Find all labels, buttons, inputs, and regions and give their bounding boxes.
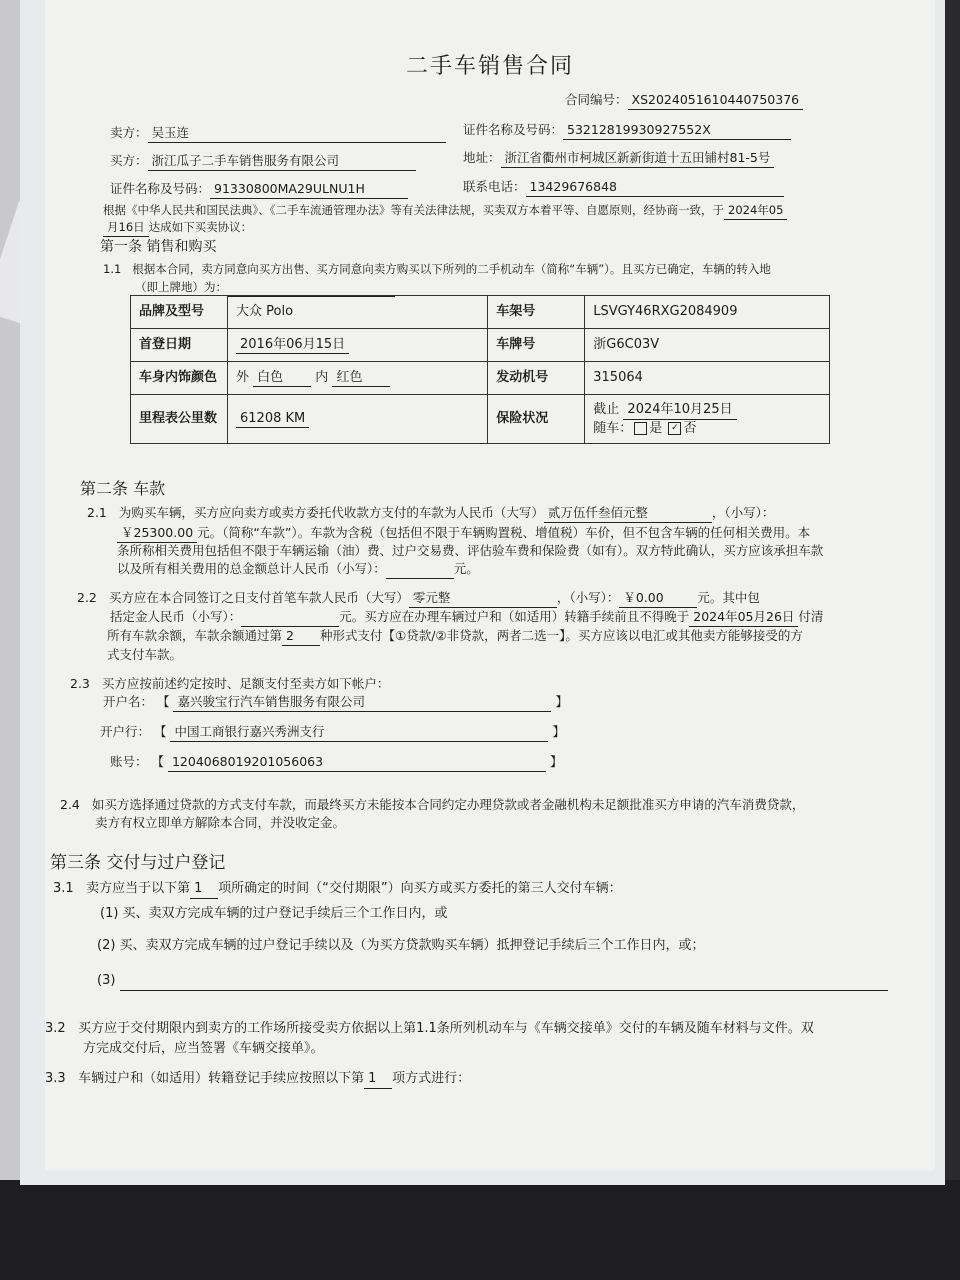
checkbox-no: ✓: [668, 422, 681, 435]
preamble: 根据《中华人民共和国民法典》、《二手车流通管理办法》等有关法律法规，买卖双方本着平等、自愿原则，经协商一致，于 2024年05: [103, 203, 787, 220]
option-2: (2) 买、卖双方完成车辆的过户登记手续以及（为买方贷款购买车辆）抵押登记手续后三个工作日内，或；: [97, 938, 705, 953]
buyer-phone-row: 联系电话： 13429676848: [463, 179, 784, 197]
insurance-value: 截止 2024年10月25日 随车： 是 ✓ 否: [585, 395, 830, 444]
clause-2-1-line4: 以及所有相关费用的总金额总计人民币（小写）： 元。: [117, 561, 479, 579]
seller-row: 卖方： 吴玉连: [110, 125, 446, 143]
contract-page: [45, 0, 935, 1170]
vin-value: LSVGY46RXG2084909: [585, 296, 830, 329]
contract-title: 二手车销售合同: [405, 54, 574, 79]
preamble-line2: 月16日 达成如下买卖协议：: [103, 220, 252, 237]
buyer-address-row: 地址： 浙江省衢州市柯城区新新街道十五田铺村81-5号: [463, 150, 774, 168]
clause-2-3: 2.3 买方应按前述约定按时、足额支付至卖方如下帐户：: [70, 676, 390, 691]
bank-account-row: 账号： 【 1204068019201056063 】: [110, 754, 562, 772]
reg-date-label: 首登日期: [131, 329, 228, 362]
option-3: (3): [97, 972, 888, 991]
engine-value: 315064: [585, 362, 830, 395]
insurance-label: 保险状况: [488, 395, 585, 444]
clause-2-1-line3: 条所称相关费用包括但不限于车辆运输（油）费、过户交易费、评估验车费和保险费（如有）。双方特此确认，买方应该承担车款: [117, 543, 824, 558]
bank-holder-row: 开户名： 【 嘉兴骏宝行汽车销售服务有限公司 】: [103, 694, 568, 712]
clause-3-2-line2: 方完成交付后，应当签署《车辆交接单》。: [83, 1041, 324, 1056]
clause-2-4: 2.4 如买方选择通过贷款的方式支付车款，而最终买方未能按本合同约定办理贷款或者金融机构未足额批准买方申请的汽车消费贷款，: [60, 797, 805, 812]
color-value: 外 白色 内 红色: [228, 362, 488, 395]
clause-1-1: 1.1 根据本合同，卖方同意向买方出售、买方同意向卖方购买以下所列的二手机动车（简称“车辆”）。且买方已确定，车辆的转入地: [103, 262, 771, 276]
brand-label: 品牌及型号: [131, 296, 228, 329]
clause-3-2: 3.2 买方应于交付期限内到卖方的工作场所接受卖方依据以上第1.1条所列机动车与《车辆交接单》交付的车辆及随车材料与文件。双: [45, 1021, 814, 1036]
clause-3-3: 3.3 车辆过户和（如适用）转籍登记手续应按照以下第 1 项方式进行：: [45, 1070, 470, 1089]
article-3-title: 第三条 交付与过户登记: [50, 853, 226, 873]
bank-name-row: 开户行： 【 中国工商银行嘉兴秀洲支行 】: [100, 724, 565, 742]
clause-2-2-line4: 式支付车款。: [107, 647, 183, 662]
engine-label: 发动机号: [488, 362, 585, 395]
reg-date-value: 2016年06月15日: [228, 329, 488, 362]
vehicle-table: [130, 295, 830, 444]
buyer-id-row: 证件名称及号码： 91330800MA29ULNU1H: [110, 181, 408, 199]
clause-1-1-line2: （即上牌地）为：: [135, 280, 395, 297]
clause-2-4-line2: 卖方有权立即单方解除本合同，并没收定金。: [95, 815, 346, 830]
clause-2-2-line2: 括定金人民币（小写）： 元。买方应在办理车辆过户和（如适用）转籍手续前且不得晚于 2024年05月26日 付清: [110, 609, 823, 627]
clause-2-1: 2.1 为购买车辆，买方应向卖方或卖方委托代收款方支付的车款为人民币（大写） 贰万伍仟叁佰元整 ，（小写）：: [87, 505, 774, 523]
option-1: (1) 买、卖双方完成车辆的过户登记手续后三个工作日内，或: [100, 906, 448, 921]
background-bottom: [0, 1180, 960, 1280]
buyer-row: 买方： 浙江瓜子二手车销售服务有限公司: [110, 153, 416, 171]
contract-number: 合同编号： XS2024051610440750376: [565, 92, 803, 110]
clause-2-1-line2: ￥25300.00 元。（简称“车款”）。车款为含税（包括但不限于车辆购置税、增值税）车价，但不包含车辆的任何相关费用。本: [117, 525, 810, 543]
seller-id-row: 证件名称及号码： 53212819930927552X: [463, 122, 791, 140]
clause-3-1: 3.1 卖方应当于以下第 1 项所确定的时间（“交付期限”）向买方或买方委托的第三人交付车辆：: [53, 880, 622, 899]
article-1-title: 第一条 销售和购买: [100, 239, 217, 255]
article-2-title: 第二条 车款: [80, 479, 166, 498]
brand-value: 大众 Polo: [228, 296, 488, 329]
plate-label: 车牌号: [488, 329, 585, 362]
plate-value: 浙G6C03V: [585, 329, 830, 362]
vin-label: 车架号: [488, 296, 585, 329]
color-label: 车身内饰颜色: [131, 362, 228, 395]
clause-2-2-line3: 所有车款余额，车款余额通过第 2 种形式支付【①贷款/②非贷款，两者二选一】。买方应该以电汇或其他卖方能够接受的方: [107, 628, 803, 646]
mileage-label: 里程表公里数: [131, 395, 228, 444]
mileage-value: 61208 KM: [228, 395, 488, 444]
checkbox-yes: [634, 422, 647, 435]
clause-2-2: 2.2 买方应在本合同签订之日支付首笔车款人民币（大写） 零元整 ，（小写）： ￥0.00 元。其中包: [77, 590, 760, 608]
